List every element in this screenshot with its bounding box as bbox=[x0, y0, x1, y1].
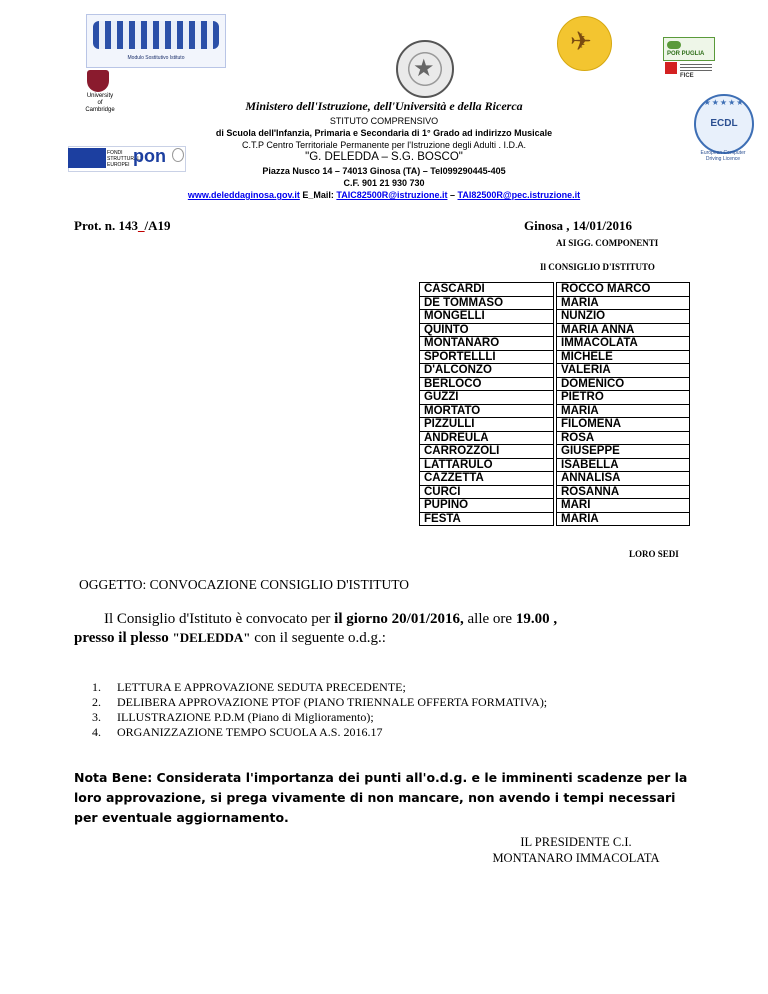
fice-logo bbox=[665, 62, 713, 82]
member-surname: CURCI bbox=[420, 485, 554, 499]
eu-caption-line-1: FONDI bbox=[107, 150, 123, 156]
fice-label: FICE bbox=[680, 73, 694, 79]
stars-icon: ★★★★★ bbox=[703, 98, 745, 107]
member-row bbox=[420, 472, 690, 486]
agenda-text: ORGANIZZAZIONE TEMPO SCUOLA A.S. 2016.17 bbox=[117, 725, 383, 739]
por-puglia-label: POR PUGLIA bbox=[667, 51, 705, 57]
fiscal-code: C.F. 901 21 930 730 bbox=[343, 178, 425, 188]
member-name: MARIA bbox=[557, 296, 690, 310]
protocol-suffix: /A19 bbox=[144, 218, 171, 233]
meeting-time: 19.00 , bbox=[515, 611, 558, 627]
nota-line-3: per eventuale aggiornamento. bbox=[74, 810, 289, 825]
member-row bbox=[420, 404, 690, 418]
agenda-number: 3. bbox=[92, 710, 101, 724]
ecdl-label: ECDL bbox=[710, 118, 738, 129]
member-surname: FESTA bbox=[420, 512, 554, 526]
protocol-number bbox=[74, 218, 171, 234]
member-surname: CASCARDI bbox=[420, 283, 554, 297]
agenda-item bbox=[92, 725, 547, 740]
email-link[interactable]: TAIC82500R@istruzione.it bbox=[336, 190, 448, 200]
agenda-list bbox=[92, 680, 547, 740]
agenda-number: 4. bbox=[92, 725, 101, 739]
member-row bbox=[420, 310, 690, 324]
recipients-line-1: AI SIGG. COMPONENTI bbox=[556, 238, 659, 248]
member-name: DOMENICO bbox=[557, 377, 690, 391]
ctp-line: C.T.P Centro Territoriale Permanente per l'Istruzione degli Adulti . I.D.A. bbox=[241, 140, 527, 150]
member-row bbox=[420, 364, 690, 378]
school-name: "G. DELEDDA – S.G. BOSCO" bbox=[305, 151, 463, 163]
member-surname: GUZZI bbox=[420, 391, 554, 405]
protocol-underscore: _ bbox=[138, 218, 145, 233]
banner-pattern bbox=[93, 21, 219, 49]
por-puglia-logo bbox=[663, 37, 715, 61]
members-table bbox=[419, 282, 690, 526]
ecdl-caption-line-2: Driving Licence bbox=[705, 156, 741, 162]
member-name: MARIA ANNA bbox=[557, 323, 690, 337]
nota-line-1: Nota Bene: Considerata l'importanza dei punti all'o.d.g. e le imminenti scadenze per la bbox=[74, 770, 688, 785]
star-icon: ★ bbox=[413, 56, 435, 82]
member-name: VALERIA bbox=[557, 364, 690, 378]
loro-sedi: LORO SEDI bbox=[629, 549, 679, 559]
member-surname: DE TOMMASO bbox=[420, 296, 554, 310]
agenda-text: LETTURA E APPROVAZIONE SEDUTA PRECEDENTE; bbox=[117, 680, 406, 694]
members-table-body bbox=[420, 283, 690, 526]
signature-name: MONTANARO IMMACOLATA bbox=[492, 851, 660, 865]
school-levels: di Scuola dell'Infanzia, Primaria e Secondaria di 1° Grado ad indirizzo Musicale bbox=[215, 128, 553, 138]
agenda-item bbox=[92, 680, 547, 695]
member-row bbox=[420, 296, 690, 310]
eu-caption-line-2: STRUTTURALI bbox=[107, 156, 142, 162]
member-name: PIETRO bbox=[557, 391, 690, 405]
agenda-number: 2. bbox=[92, 695, 101, 709]
member-row bbox=[420, 377, 690, 391]
ministry-title: Ministero dell'Istruzione, dell'Università e della Ricerca bbox=[245, 99, 523, 113]
italian-republic-emblem bbox=[396, 40, 454, 98]
school-circle-logo bbox=[557, 16, 612, 71]
member-name: MARI bbox=[557, 499, 690, 513]
subject-line: OGGETTO: CONVOCAZIONE CONSIGLIO D'ISTITUTO bbox=[79, 577, 410, 592]
member-surname: MORTATO bbox=[420, 404, 554, 418]
member-name: GIUSEPPE bbox=[557, 445, 690, 459]
member-row bbox=[420, 323, 690, 337]
member-surname: SPORTELLLI bbox=[420, 350, 554, 364]
cambridge-line-3: Cambridge bbox=[85, 107, 115, 113]
agenda-item bbox=[92, 695, 547, 710]
fice-text-lines bbox=[680, 63, 712, 71]
signature-block bbox=[466, 834, 686, 866]
member-surname: CAZZETTA bbox=[420, 472, 554, 486]
cambridge-line-1: University bbox=[86, 93, 114, 99]
eu-caption-line-3: EUROPEI bbox=[107, 162, 130, 168]
institute-type: STITUTO COMPRENSIVO bbox=[329, 116, 439, 126]
member-surname: BERLOCO bbox=[420, 377, 554, 391]
recipients-line-2: Il CONSIGLIO D'ISTITUTO bbox=[540, 262, 655, 272]
member-name: ISABELLA bbox=[557, 458, 690, 472]
member-surname: CARROZZOLI bbox=[420, 445, 554, 459]
cambridge-line-2: of bbox=[97, 100, 103, 106]
agenda-item bbox=[92, 710, 547, 725]
member-row bbox=[420, 391, 690, 405]
member-row bbox=[420, 485, 690, 499]
member-row bbox=[420, 337, 690, 351]
meeting-date: il giorno 20/01/2016, bbox=[334, 611, 464, 627]
agenda-number: 1. bbox=[92, 680, 101, 694]
location-label: presso il plesso bbox=[74, 630, 173, 646]
body-text-1: Il Consiglio d'Istituto è convocato per bbox=[104, 611, 335, 627]
protocol-prefix: Prot. n. 143 bbox=[74, 218, 139, 233]
member-name: MARIA bbox=[557, 512, 690, 526]
member-name: ROSANNA bbox=[557, 485, 690, 499]
member-surname: PIZZULLI bbox=[420, 418, 554, 432]
agenda-text: ILLUSTRAZIONE P.D.M (Piano di Miglioramento); bbox=[117, 710, 374, 724]
member-surname: ANDREULA bbox=[420, 431, 554, 445]
body-text-2: alle ore bbox=[463, 611, 516, 627]
member-name: MICHELE bbox=[557, 350, 690, 364]
contact-separator: – bbox=[447, 190, 458, 200]
body-line-1 bbox=[104, 611, 557, 628]
member-name: ROCCO MARCO bbox=[557, 283, 690, 297]
school-address: Piazza Nusco 14 – 74013 Ginosa (TA) – Tel099290445-405 bbox=[262, 166, 506, 176]
member-name: NUNZIO bbox=[557, 310, 690, 324]
fice-square-icon bbox=[665, 62, 677, 74]
member-row bbox=[420, 458, 690, 472]
bird-icon: ✈ bbox=[570, 27, 592, 56]
banner-caption: Modulo Sostitutivo Istituto bbox=[127, 55, 185, 61]
website-link[interactable]: www.deleddaginosa.gov.it bbox=[187, 190, 300, 200]
member-row bbox=[420, 499, 690, 513]
school-banner-logo bbox=[86, 14, 226, 68]
member-row bbox=[420, 445, 690, 459]
nota-bene bbox=[74, 768, 687, 828]
member-surname: MONTANARO bbox=[420, 337, 554, 351]
member-surname: QUINTO bbox=[420, 323, 554, 337]
member-row bbox=[420, 283, 690, 297]
signature-role: IL PRESIDENTE C.I. bbox=[520, 835, 632, 849]
por-puglia-icon bbox=[667, 41, 681, 49]
member-name: IMMACOLATA bbox=[557, 337, 690, 351]
pon-logo: pon bbox=[133, 146, 166, 166]
member-name: ANNALISA bbox=[557, 472, 690, 486]
member-surname: LATTARULO bbox=[420, 458, 554, 472]
member-row bbox=[420, 418, 690, 432]
member-surname: D'ALCONZO bbox=[420, 364, 554, 378]
contact-line bbox=[0, 190, 768, 200]
location-name: "DELEDDA" bbox=[172, 630, 251, 645]
member-surname: PUPINO bbox=[420, 499, 554, 513]
member-name: MARIA bbox=[557, 404, 690, 418]
member-name: ROSA bbox=[557, 431, 690, 445]
agenda-text: DELIBERA APPROVAZIONE PTOF (PIANO TRIENNALE OFFERTA FORMATIVA); bbox=[117, 695, 548, 709]
email-label: E_Mail: bbox=[299, 190, 337, 200]
pec-link[interactable]: TAI82500R@pec.istruzione.it bbox=[457, 190, 581, 200]
member-row bbox=[420, 431, 690, 445]
body-line-2 bbox=[74, 630, 386, 647]
place-date: Ginosa , 14/01/2016 bbox=[524, 218, 632, 233]
ecdl-caption-line-1: European Computer bbox=[700, 150, 746, 156]
member-surname: MONGELLI bbox=[420, 310, 554, 324]
member-name: FILOMENA bbox=[557, 418, 690, 432]
cambridge-shield-icon bbox=[87, 70, 109, 92]
nota-line-2: loro approvazione, si prega vivamente di non mancare, non avendo i tempi necessari bbox=[74, 790, 676, 805]
body-text-3: con il seguente o.d.g.: bbox=[250, 630, 386, 646]
member-row bbox=[420, 350, 690, 364]
member-row bbox=[420, 512, 690, 526]
